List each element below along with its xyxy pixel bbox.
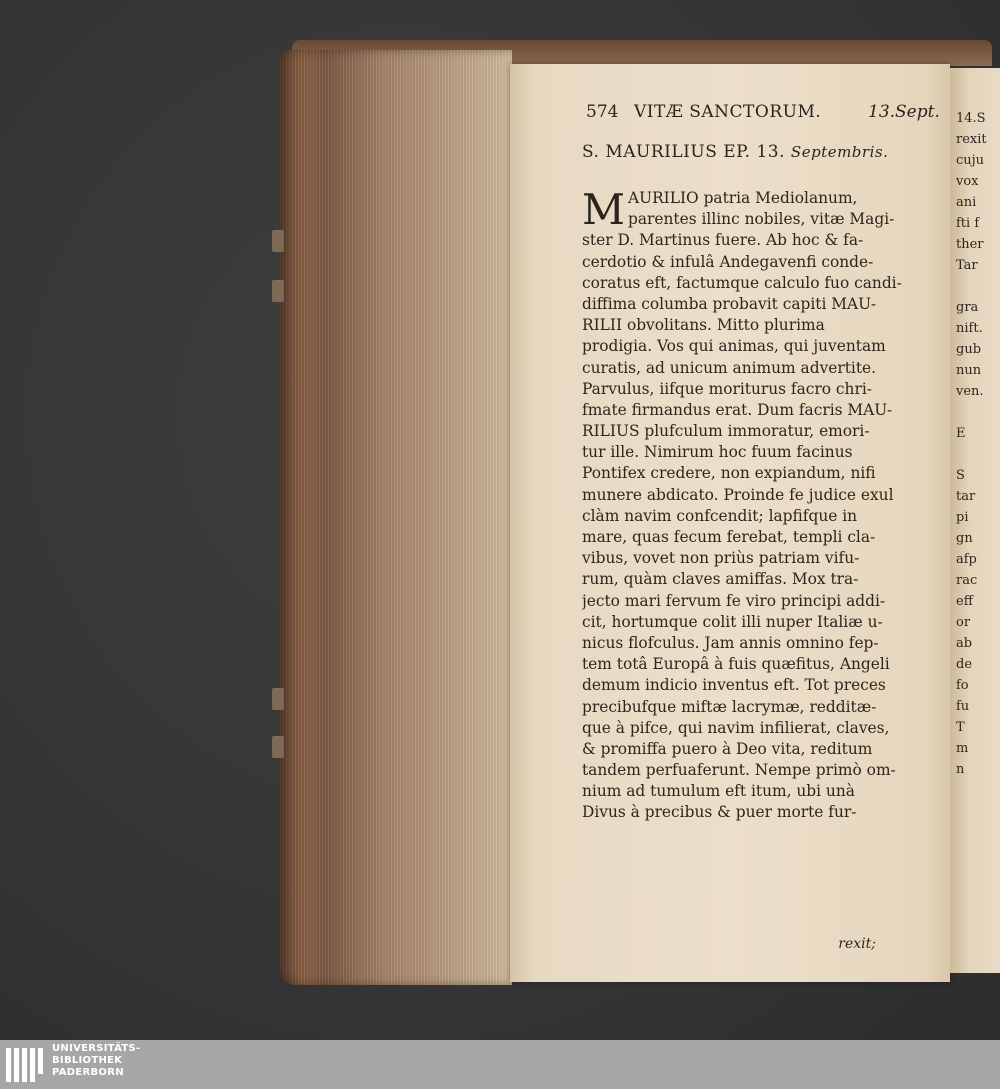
running-title: VITÆ SANCTORUM. (634, 102, 822, 122)
clasp-icon (272, 688, 284, 710)
running-head (582, 102, 942, 130)
clasp-icon (272, 230, 284, 252)
next-page-fragment: gra (956, 300, 979, 315)
next-page-fragment: nift. (956, 321, 983, 336)
text-line: prodigia. Vos qui animas, qui juventam (582, 337, 886, 356)
next-page-fragment: fu (956, 699, 970, 714)
text-line: precibufque miftæ lacrymæ, redditæ- (582, 697, 877, 716)
next-page-fragment: rexit (956, 132, 987, 147)
text-line: RILII obvolitans. Mitto plurima (582, 316, 825, 335)
text-line: jecto mari fervum fe viro principi addi- (582, 591, 886, 610)
next-page-fragment: de (956, 657, 973, 672)
next-page-fragment: cuju (956, 153, 985, 168)
next-page-fragment: rac (956, 573, 978, 588)
text-line: AURILIO patria Mediolanum, (628, 189, 858, 207)
text-line: vibus, vovet non priùs patriam vifu- (582, 549, 860, 568)
next-page-fragment (956, 444, 1000, 465)
text-line: demum indicio inventus eft. Tot preces (582, 676, 886, 695)
heading-italic: Septembris. (790, 143, 889, 161)
next-page-fragment: ven. (956, 384, 984, 399)
library-name: UNIVERSITÄTS- BIBLIOTHEK PADERBORN (52, 1043, 141, 1078)
next-page-fragment: T (956, 720, 965, 735)
library-logo-icon (6, 1048, 46, 1082)
text-line: munere abdicato. Proinde fe judice exul (582, 485, 894, 504)
text-line: rum, quàm claves amiffas. Mox tra- (582, 570, 859, 589)
next-page-fragment: eff (956, 594, 973, 609)
next-page-fragment: fti f (956, 216, 980, 231)
next-page-fragment: afp (956, 552, 977, 567)
text-line: nicus flofculus. Jam annis omnino fep- (582, 633, 879, 652)
text-line: mare, quas fecum ferebat, templi cla- (582, 528, 876, 546)
heading-main: S. MAURILIUS EP. 13. (582, 142, 786, 162)
next-page-fragment: Tar (956, 258, 978, 273)
next-page-fragment: ani (956, 195, 977, 210)
text-line: ster D. Martinus fuere. Ab hoc & fa- (582, 231, 864, 250)
text-line: diffima columba probavit capiti MAU- (582, 294, 877, 313)
clasp-icon (272, 280, 284, 302)
next-page-edge (950, 68, 1000, 973)
text-line: Pontifex credere, non expiandum, nifi (582, 464, 876, 483)
next-page-fragment: m (956, 741, 969, 756)
chapter-heading (582, 142, 947, 172)
next-page-fragment: ab (956, 636, 973, 651)
next-page-fragment: E (956, 426, 966, 441)
text-line: tur ille. Nimirum hoc fuum facinus (582, 443, 853, 462)
text-line: parentes illinc nobiles, vitæ Magi- (628, 210, 895, 229)
next-page-fragment: gub (956, 342, 982, 357)
text-line: Parvulus, iifque moriturus facro chri- (582, 379, 872, 398)
next-page-fragment: vox (956, 174, 979, 189)
next-page-fragment: S (956, 468, 965, 483)
page-fore-edge (280, 50, 512, 985)
text-line: tandem perfuaferunt. Nempe primò om- (582, 761, 896, 780)
next-page-fragment: tar (956, 489, 976, 504)
text-line: que à pifce, qui navim infilierat, claves, (582, 718, 890, 737)
text-line: fmate firmandus erat. Dum facris MAU- (582, 400, 893, 419)
catchword: rexit; (838, 936, 876, 952)
next-page-text (956, 108, 1000, 780)
running-date: 13.Sept. (868, 102, 940, 122)
text-line: clàm navim confcendit; lapfifque in (582, 506, 858, 525)
footer-bar (0, 1040, 1000, 1089)
text-line: RILIUS plufculum immoratur, emori- (582, 422, 870, 441)
text-line: cerdotio & infulâ Andegavenfi conde- (582, 252, 874, 271)
text-line: Divus à precibus & puer morte fur- (582, 803, 857, 822)
next-page-fragment: fo (956, 678, 969, 693)
text-line: cit, hortumque colit illi nuper Italiæ u- (582, 612, 883, 631)
next-page-fragment: pi (956, 510, 969, 525)
next-page-fragment: gn (956, 531, 973, 546)
next-page-fragment: nun (956, 363, 982, 378)
text-line: & promiffa puero à Deo vita, reditum (582, 739, 873, 758)
next-page-fragment: n (956, 762, 965, 777)
next-page-fragment: or (956, 615, 971, 630)
drop-cap: M (582, 185, 626, 234)
page-number: 574 (586, 102, 619, 122)
book-page (510, 64, 950, 982)
book (272, 40, 1000, 990)
next-page-fragment: ther (956, 237, 984, 252)
clasp-icon (272, 736, 284, 758)
text-line: nium ad tumulum eft itum, ubi unà (582, 782, 855, 801)
text-line: coratus eft, factumque calculo fuo candi- (582, 273, 902, 292)
text-line: tem totâ Europâ à fuis quæfitus, Angeli (582, 655, 890, 674)
body-text (582, 185, 944, 948)
next-page-fragment: 14.S (956, 111, 986, 126)
text-line: curatis, ad unicum animum advertite. (582, 358, 877, 377)
next-page-fragment (956, 276, 1000, 297)
next-page-fragment (956, 402, 1000, 423)
